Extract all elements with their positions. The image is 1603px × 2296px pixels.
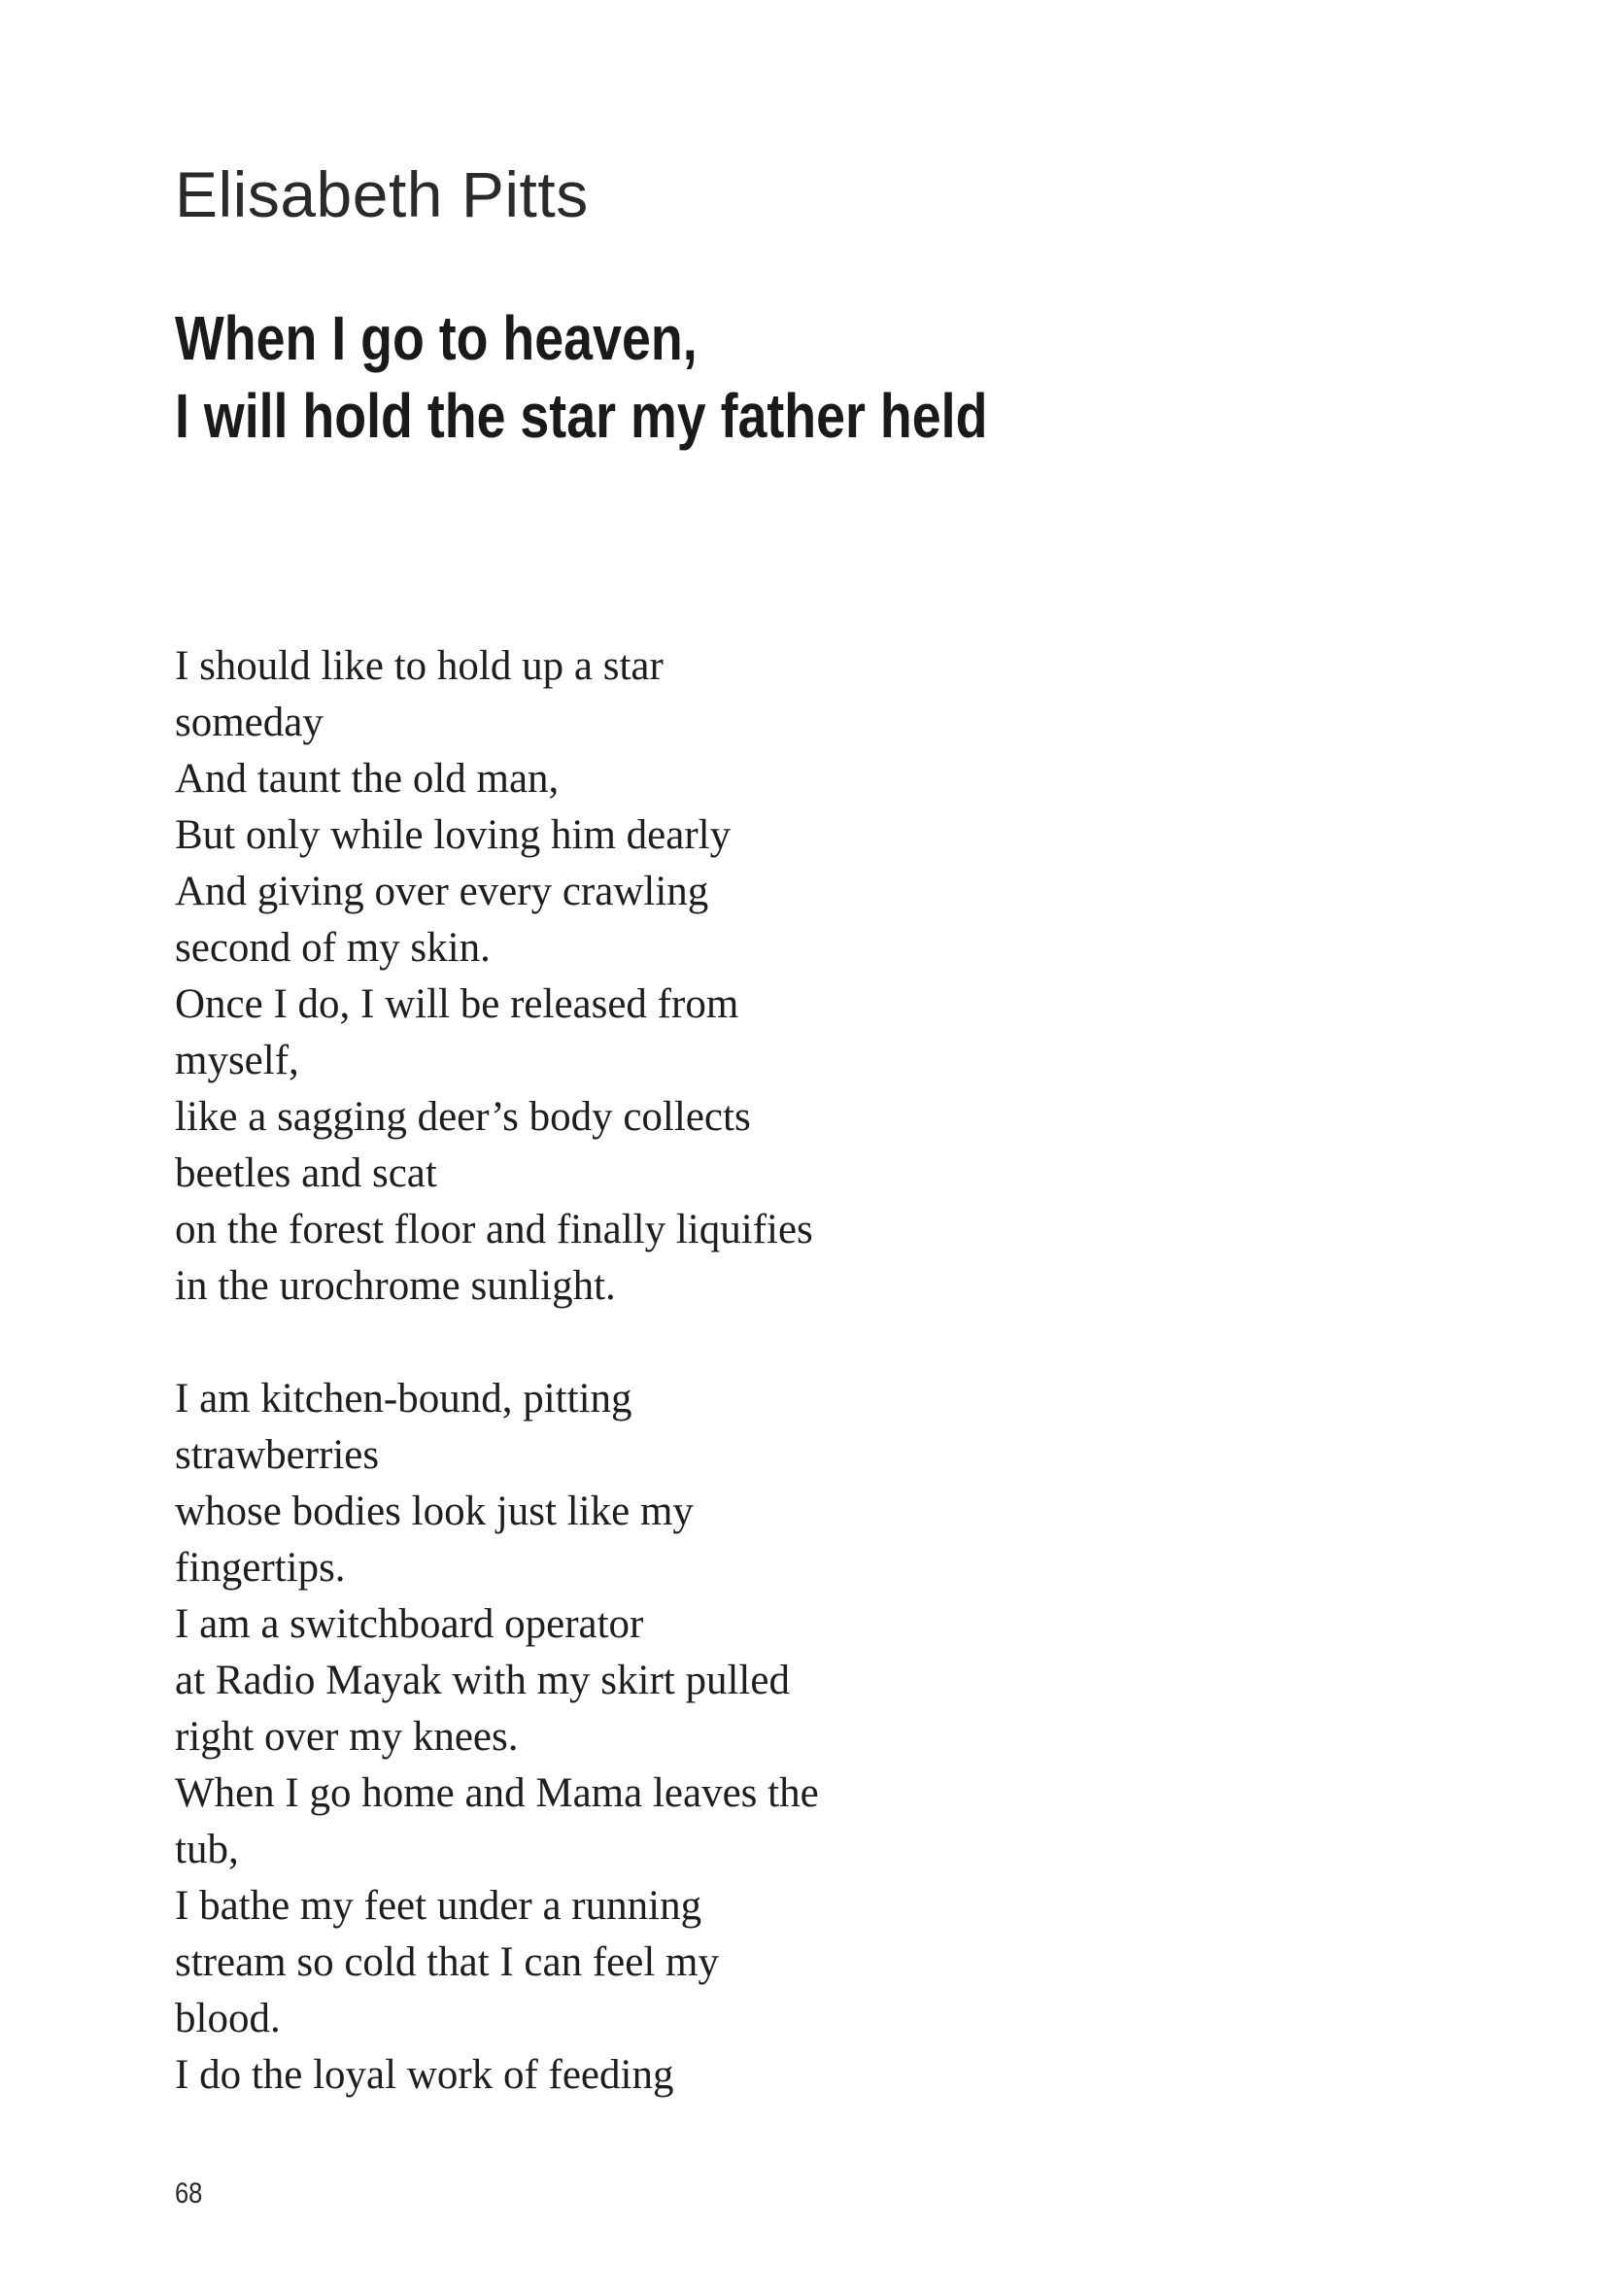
poem-line: stream so cold that I can feel my — [175, 1939, 719, 1985]
poem-line: like a sagging deer’s body collects — [175, 1094, 751, 1140]
poem-line: beetles and scat — [175, 1150, 437, 1196]
poem-line: When I go home and Mama leaves the — [175, 1770, 819, 1816]
poem-body — [175, 638, 819, 2104]
poem-line: fingertips. — [175, 1545, 346, 1591]
poem-line: I am a switchboard operator — [175, 1601, 644, 1647]
poem-line: And taunt the old man, — [175, 756, 560, 802]
poem-line: Once I do, I will be released from — [175, 981, 739, 1027]
poem-line: on the forest floor and finally liquifies — [175, 1207, 813, 1252]
poem-line: in the urochrome sunlight. — [175, 1263, 616, 1309]
poem-line: someday — [175, 700, 324, 745]
stanza-break — [175, 1315, 819, 1371]
poem-line: second of my skin. — [175, 925, 491, 971]
poem-line: I should like to hold up a star — [175, 643, 664, 689]
poem-line: I bathe my feet under a running — [175, 1883, 702, 1929]
poem-line: whose bodies look just like my — [175, 1489, 694, 1534]
poem-line: strawberries — [175, 1432, 380, 1478]
poem-line: at Radio Mayak with my skirt pulled — [175, 1658, 790, 1703]
poem-line: right over my knees. — [175, 1714, 519, 1760]
poem-line: And giving over every crawling — [175, 869, 709, 914]
poem-line: I am kitchen-bound, pitting — [175, 1376, 632, 1422]
poem-line: But only while loving him dearly — [175, 812, 732, 858]
author-name: Elisabeth Pitts — [175, 158, 589, 230]
poem-line: blood. — [175, 1996, 281, 2041]
poem-line: I do the loyal work of feeding — [175, 2052, 674, 2098]
poem-title-line-2: I will hold the star my father held — [175, 381, 988, 451]
poem-title — [175, 299, 987, 455]
page-number: 68 — [175, 2177, 203, 2210]
poem-line: myself, — [175, 1038, 299, 1083]
poem-title-line-1: When I go to heaven, — [175, 303, 698, 373]
poem-line: tub, — [175, 1827, 239, 1872]
